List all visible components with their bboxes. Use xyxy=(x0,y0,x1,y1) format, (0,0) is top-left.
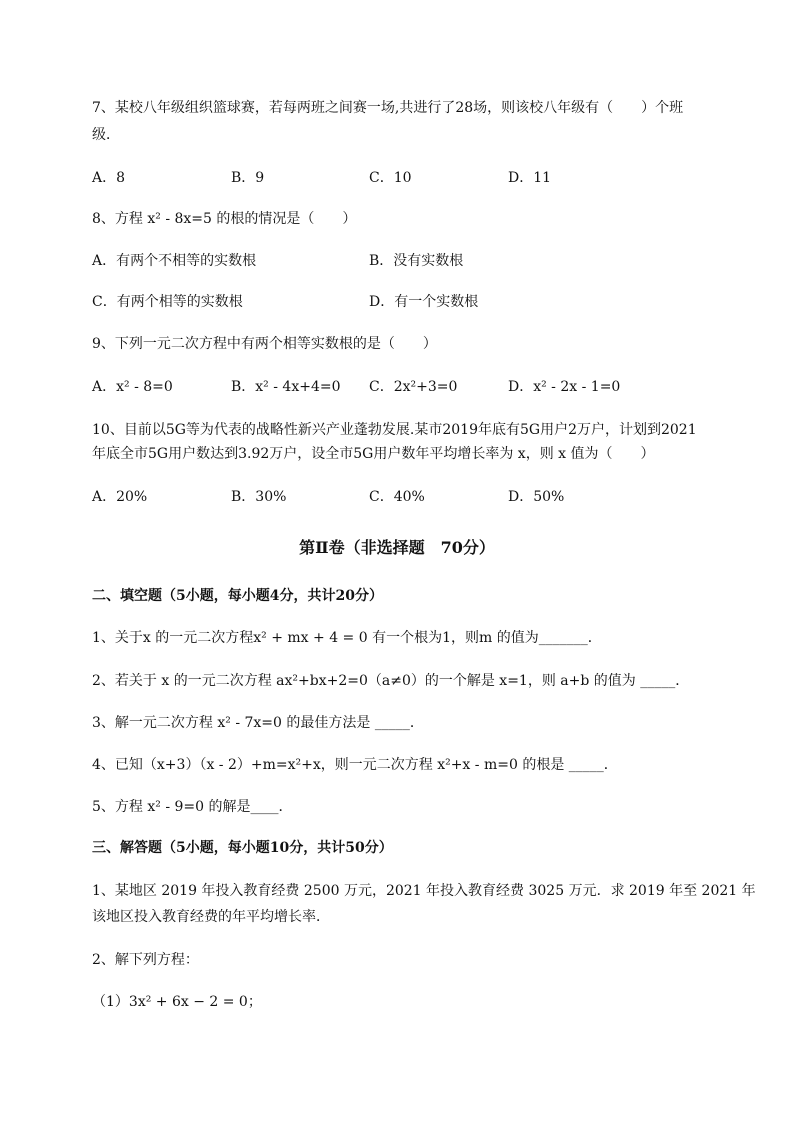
solve-q2-part1: （1）3x² + 6x − 2 = 0； xyxy=(92,994,262,1010)
q9-option-a: A．x² - 8=0 xyxy=(92,379,173,395)
q9-option-b: B．x² - 4x+4=0 xyxy=(231,379,341,395)
solve-q1-line1: 1、某地区 2019 年投入教育经费 2500 万元，2021 年投入教育经费 3025 万元．求 2019 年至 2021 年 xyxy=(92,883,756,899)
fill-item-1: 1、关于x 的一元二次方程x² + mx + 4 = 0 有一个根为1，则m 的值为_______． xyxy=(92,630,602,646)
q8-option-b: B．没有实数根 xyxy=(369,253,464,269)
q8-option-a: A．有两个不相等的实数根 xyxy=(92,253,257,269)
part2-title: 第Ⅱ卷（非选择题 70分） xyxy=(299,538,495,557)
q8-option-d: D．有一个实数根 xyxy=(369,294,479,310)
q9-stem: 9、下列一元二次方程中有两个相等实数根的是（ ） xyxy=(92,336,437,352)
q9-option-c: C．2x²+3=0 xyxy=(369,379,458,395)
q10-option-a: A．20% xyxy=(92,489,148,505)
fill-item-5: 5、方程 x² - 9=0 的解是____． xyxy=(92,799,293,815)
fill-item-4: 4、已知（x+3）（x - 2）+m=x²+x，则一元二次方程 x²+x - m=0 的根是 _____． xyxy=(92,757,618,773)
q10-stem-line2: 年底全市5G用户数达到3.92万户，设全市5G用户数年平均增长率为 x，则 x 值为（ ） xyxy=(92,446,655,462)
solve-q1-line2: 该地区投入教育经费的年平均增长率． xyxy=(92,909,330,925)
q10-stem-line1: 10、目前以5G等为代表的战略性新兴产业蓬勃发展.某市2019年底有5G用户2万户，计划到2021 xyxy=(92,422,697,438)
q8-stem: 8、方程 x² - 8x=5 的根的情况是（ ） xyxy=(92,211,357,227)
fill-item-3: 3、解一元二次方程 x² - 7x=0 的最佳方法是 _____． xyxy=(92,715,424,731)
q7-option-a: A．8 xyxy=(92,170,126,186)
q7-option-c: C．10 xyxy=(369,170,412,186)
q9-option-d: D．x² - 2x - 1=0 xyxy=(508,379,621,395)
q10-option-c: C．40% xyxy=(369,489,425,505)
q7-stem-line1: 7、某校八年级组织篮球赛，若每两班之间赛一场,共进行了28场，则该校八年级有（ ）个班 xyxy=(92,100,684,116)
fill-section-heading: 二、填空题（5小题，每小题4分，共计20分） xyxy=(92,588,383,604)
q10-option-b: B．30% xyxy=(231,489,287,505)
q7-stem-line2: 级． xyxy=(92,127,120,143)
q7-option-b: B．9 xyxy=(231,170,265,186)
q10-option-d: D．50% xyxy=(508,489,565,505)
q8-option-c: C．有两个相等的实数根 xyxy=(92,294,243,310)
q7-option-d: D．11 xyxy=(508,170,552,186)
solve-q2: 2、解下列方程： xyxy=(92,952,199,968)
solve-section-heading: 三、解答题（5小题，每小题10分，共计50分） xyxy=(92,840,393,856)
fill-item-2: 2、若关于 x 的一元二次方程 ax²+bx+2=0（a≠0）的一个解是 x=1，则 a+b 的值为 _____． xyxy=(92,673,690,689)
